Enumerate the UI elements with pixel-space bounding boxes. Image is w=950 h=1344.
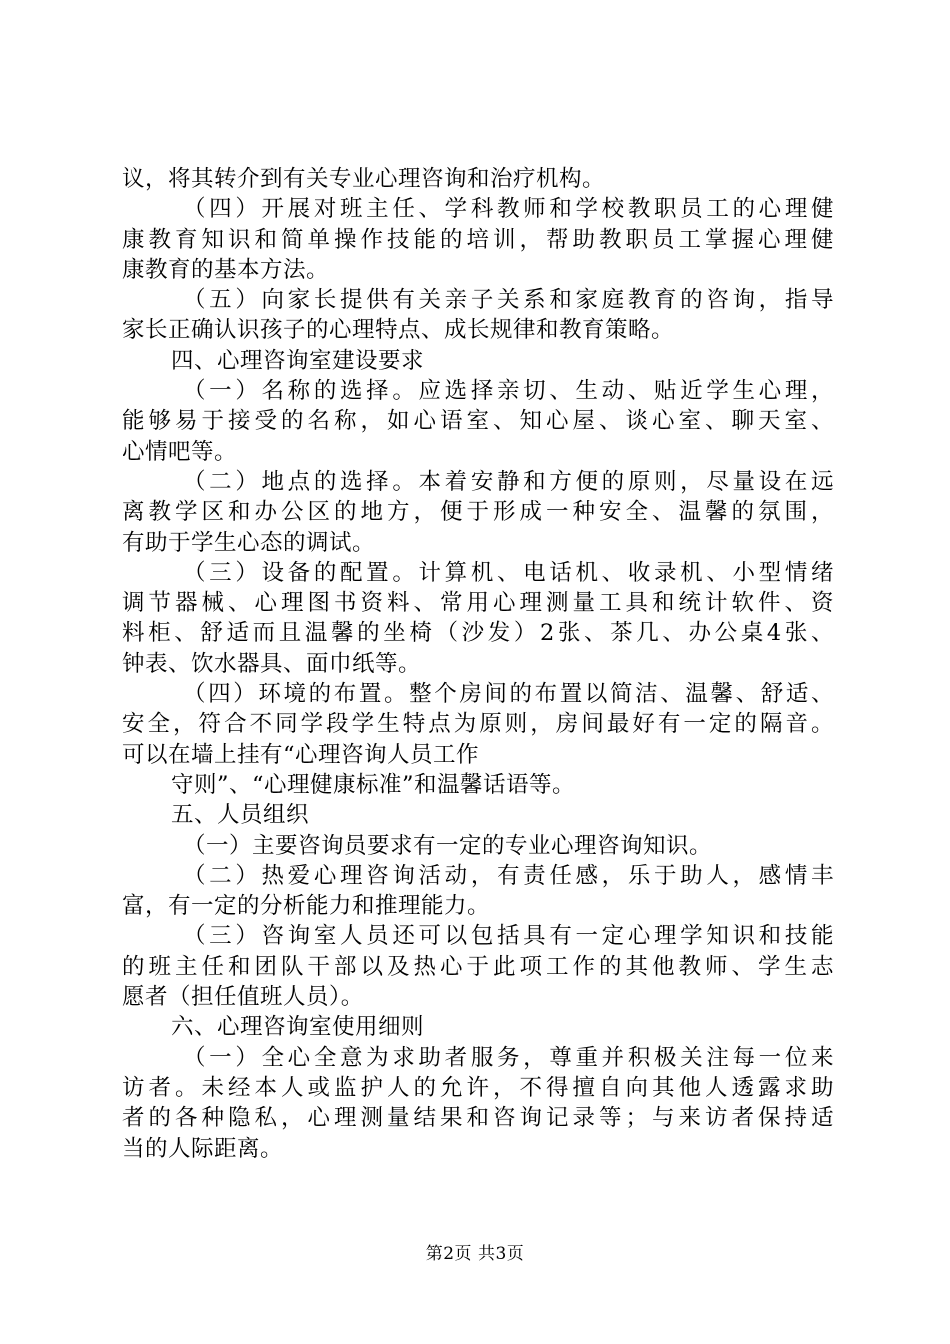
text-line: 安全，符合不同学段学生特点为原则，房间最好有一定的隔音。 [122, 711, 834, 738]
paragraph-staff-1: （一）主要咨询员要求有一定的专业心理咨询知识。 [183, 832, 713, 859]
section-heading-4: 四、心理咨询室建设要求 [171, 347, 425, 374]
section-heading-5: 五、人员组织 [171, 802, 310, 829]
text-line: 议，将其转介到有关专业心理咨询和治疗机构。 [122, 166, 606, 192]
text-line: 家长正确认识孩子的心理特点、成长规律和教育策略。 [122, 317, 675, 344]
text-line: 当的人际距离。 [122, 1135, 284, 1162]
paragraph-location-choice-start: （二）地点的选择。本着安静和方便的原则，尽量设在远 [183, 468, 834, 495]
text-line: 心情吧等。 [122, 438, 238, 465]
paragraph-equipment-start: （三）设备的配置。计算机、电话机、收录机、小型情绪 [183, 559, 834, 586]
text-line: 调节器械、心理图书资料、常用心理测量工具和统计软件、资 [122, 590, 834, 617]
text-line: 离教学区和办公区的地方，便于形成一种安全、温馨的氛围， [122, 499, 834, 526]
text-line: 守则”、“心理健康标准”和温馨话语等。 [171, 771, 576, 798]
text-line: 愿者（担任值班人员）。 [122, 984, 364, 1011]
paragraph-environment-start: （四）环境的布置。整个房间的布置以简洁、温馨、舒适、 [183, 681, 834, 708]
paragraph-staff-2-start: （二）热爱心理咨询活动，有责任感，乐于助人，感情丰 [183, 862, 834, 889]
text-line: 康教育知识和简单操作技能的培训，帮助教职员工掌握心理健 [122, 226, 834, 253]
text-line: 富，有一定的分析能力和推理能力。 [122, 893, 491, 920]
paragraph-rules-1-start: （一）全心全意为求助者服务，尊重并积极关注每一位来 [183, 1044, 834, 1071]
text-line: 访者。未经本人或监护人的允许，不得擅自向其他人透露求助 [122, 1074, 834, 1101]
text-line: 有助于学生心态的调试。 [122, 529, 376, 556]
paragraph-item-5-start: （五）向家长提供有关亲子关系和家庭教育的咨询，指导 [183, 287, 834, 314]
page-number-footer: 第2页 共3页 [425, 1244, 525, 1264]
section-heading-6: 六、心理咨询室使用细则 [171, 1014, 425, 1041]
text-line: 料柜、舒适而且温馨的坐椅（沙发）2张、茶几、办公桌4张、 [122, 620, 834, 647]
document-body [122, 164, 834, 1164]
paragraph-item-4-start: （四）开展对班主任、学科教师和学校教职员工的心理健 [183, 196, 834, 223]
paragraph-name-choice-start: （一）名称的选择。应选择亲切、生动、贴近学生心理， [183, 378, 834, 405]
paragraph-staff-3-start: （三）咨询室人员还可以包括具有一定心理学知识和技能 [183, 923, 834, 950]
text-line: 钟表、饮水器具、面巾纸等。 [122, 650, 422, 677]
text-line: 能够易于接受的名称，如心语室、知心屋、谈心室、聊天室、 [122, 408, 834, 435]
text-line: 可以在墙上挂有“心理咨询人员工作 [122, 741, 480, 768]
text-line: 的班主任和团队干部以及热心于此项工作的其他教师、学生志 [122, 953, 834, 980]
text-line: 康教育的基本方法。 [122, 256, 330, 283]
text-line: 者的各种隐私，心理测量结果和咨询记录等；与来访者保持适 [122, 1105, 834, 1132]
